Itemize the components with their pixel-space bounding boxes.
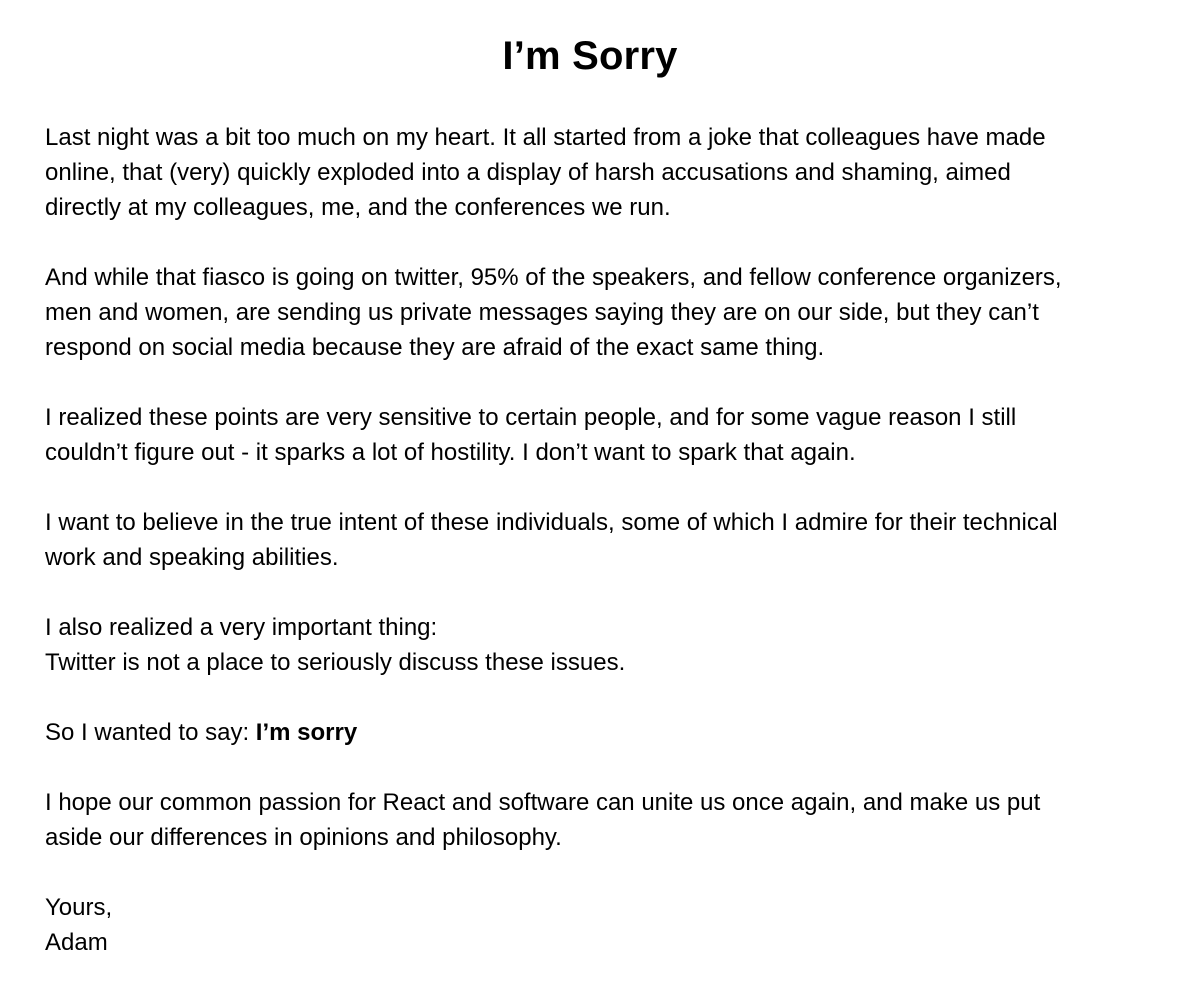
paragraph-1: Last night was a bit too much on my heart. It all started from a joke that colleagues have made online, that (very) quickly exploded into a display of harsh accusations and shaming, aimed directly at my colleagues, me, and the conferences we run. [45,124,1046,221]
signoff-name: Adam [45,929,108,956]
apology-bold-text: I’m sorry [255,719,358,746]
paragraph-5: I also realized a very important thing: Twitter is not a place to seriously discuss these issues. [45,614,626,676]
paragraph-apology [45,715,1165,750]
paragraph-4: I want to believe in the true intent of these individuals, some of which I admire for their technical work and speaking abilities. [45,509,1058,571]
paragraph-7: I hope our common passion for React and software can unite us once again, and make us put aside our differences in opinions and philosophy. [45,789,1041,851]
paragraph-2: And while that fiasco is going on twitter, 95% of the speakers, and fellow conference organizers, men and women, are sending us private messages saying they are on our side, but they can’t respond on social media because they are afraid of the exact same thing. [45,264,1062,361]
signoff-closing: Yours, [45,894,113,921]
page-title: I’m Sorry [502,34,678,78]
paragraph-3: I realized these points are very sensitive to certain people, and for some vague reason I still couldn’t figure out - it sparks a lot of hostility. I don’t want to spark that again. [45,404,1017,466]
letter-body [45,120,1165,960]
signoff [45,890,1165,960]
apology-prefix: So I wanted to say: [45,719,256,746]
